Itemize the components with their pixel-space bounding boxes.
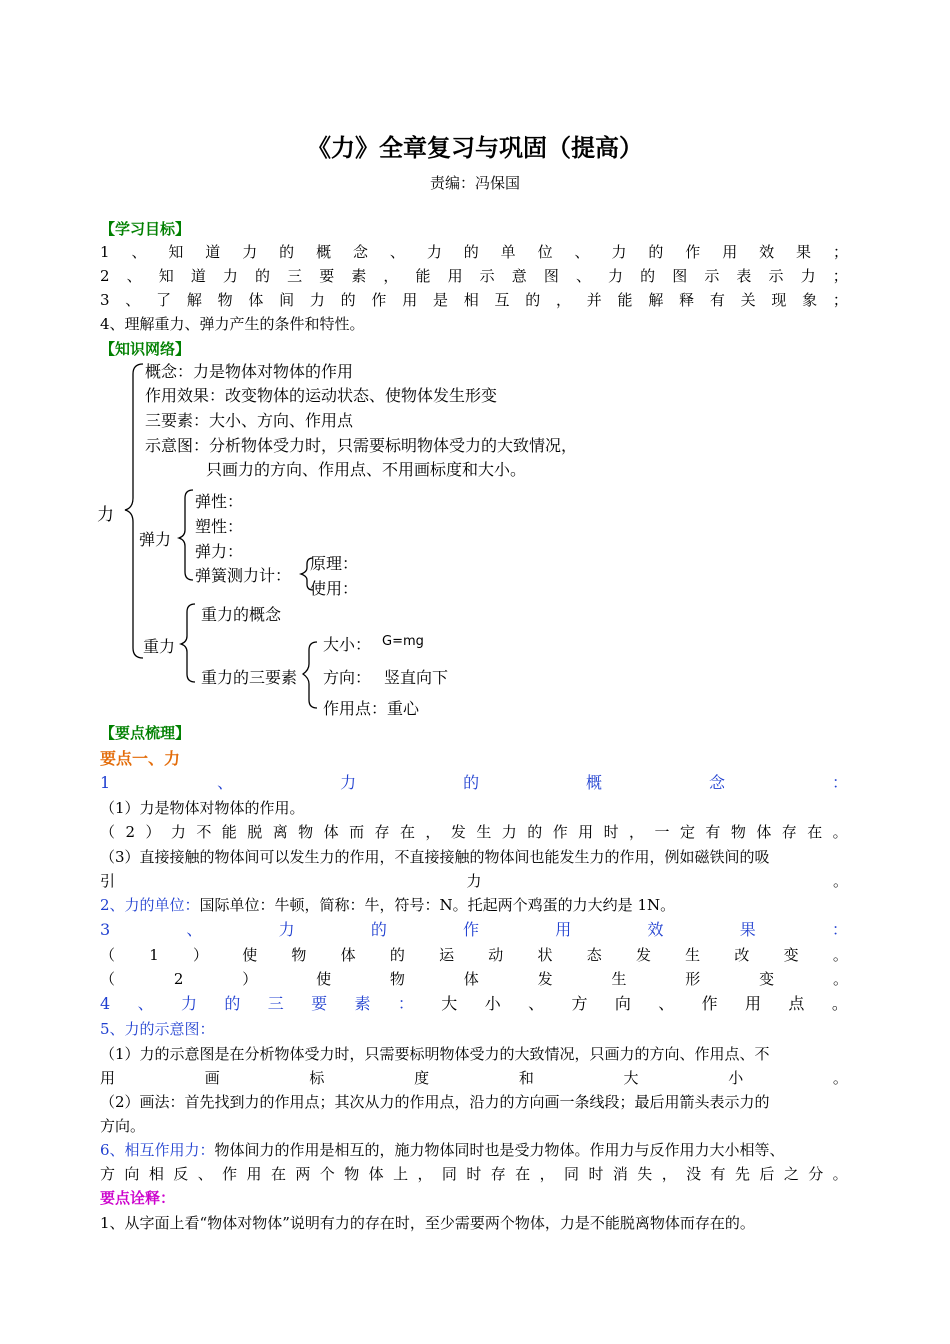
glyph: 脱 (247, 823, 263, 841)
glyph: ） (242, 970, 258, 988)
glyph: 动 (488, 946, 504, 964)
explain-1: 1、从字面上看“物体对物体”说明有力的存在时，至少需要两个物体，力是不能脱离物体而存在的。 (100, 1214, 755, 1232)
glyph: 示 (768, 267, 784, 285)
glyph: 的 (527, 823, 543, 841)
glyph: ； (832, 267, 848, 285)
glyph: 作 (552, 823, 568, 841)
network-direction-value: 竖直向下 (384, 668, 449, 687)
glyph: 和 (518, 1069, 534, 1087)
glyph: 的 (340, 291, 356, 309)
glyph: 力 (340, 773, 357, 792)
glyph: 在 (807, 823, 823, 841)
glyph: 方 (100, 1165, 116, 1183)
c3-item2 (100, 967, 848, 991)
glyph: 现 (771, 291, 787, 309)
glyph: 2 (125, 823, 135, 841)
glyph: 。 (832, 823, 848, 841)
network-direction: 方向： (323, 668, 372, 687)
glyph: 大 (623, 1069, 639, 1087)
glyph: 有 (710, 1165, 726, 1183)
glyph: 。 (831, 994, 848, 1013)
glyph: 发 (635, 946, 651, 964)
c6-text-b (100, 1162, 848, 1186)
glyph: ； (832, 243, 848, 261)
glyph: 的 (525, 291, 541, 309)
c3-title (100, 918, 848, 942)
glyph: 释 (679, 291, 695, 309)
glyph: 力 (501, 823, 517, 841)
glyph: 同 (441, 1165, 457, 1183)
glyph: 、 (217, 773, 234, 792)
glyph: 位 (537, 243, 553, 261)
glyph: ； (832, 291, 848, 309)
glyph: 体 (368, 1165, 384, 1183)
glyph: 力 (278, 920, 295, 939)
glyph: 用 (100, 1069, 116, 1087)
goal-2 (100, 264, 848, 288)
glyph: 要 (319, 267, 335, 285)
network-size: 大小： (323, 635, 372, 654)
glyph: ： (831, 773, 848, 792)
glyph: 示 (479, 267, 495, 285)
glyph: 1 (100, 243, 110, 261)
glyph: ， (425, 823, 441, 841)
glyph: 能 (221, 823, 237, 841)
glyph: 、 (575, 267, 591, 285)
network-formula: G=mg (382, 634, 424, 649)
glyph: 力 (222, 267, 238, 285)
glyph: 、 (131, 243, 147, 261)
glyph: 、 (574, 243, 590, 261)
glyph: 相 (463, 291, 479, 309)
c5-item2a: （2）画法：首先找到力的作用点；其次从力的作用点，沿力的方向画一条线段；最后用箭头表示力的 (100, 1093, 770, 1111)
glyph: 体 (323, 823, 339, 841)
network-diagram-line2: 只画力的方向、作用点、不用画标度和大小。 (206, 460, 527, 479)
glyph: 存 (490, 1165, 506, 1183)
glyph: 后 (759, 1165, 775, 1183)
c2-text: 国际单位：牛顿，简称：牛，符号：N。托起两个鸡蛋的力大约是 1N。 (199, 896, 676, 914)
c4-line (100, 992, 848, 1016)
glyph: 、 (658, 994, 675, 1013)
network-diagram-line1: 示意图：分析物体受力时，只需要标明物体受力的大致情况， (145, 436, 578, 455)
glyph: 道 (190, 267, 206, 285)
glyph: 物 (389, 970, 405, 988)
glyph: 、 (137, 994, 154, 1013)
c3-item1 (100, 943, 848, 967)
glyph: 力 (426, 243, 442, 261)
point1-header: 要点一、力 (100, 749, 181, 768)
glyph: 象 (802, 291, 818, 309)
glyph: 用 (555, 920, 572, 939)
c2-line (100, 893, 848, 917)
network-plasticity: 塑性： (195, 517, 244, 536)
glyph: ， (417, 1165, 433, 1183)
glyph: 度 (414, 1069, 430, 1087)
glyph: 意 (511, 267, 527, 285)
glyph: ， (539, 1165, 555, 1183)
network-elastic: 弹力 (139, 530, 172, 549)
glyph: 发 (450, 823, 466, 841)
glyph: 2 (100, 267, 110, 285)
glyph: 能 (415, 267, 431, 285)
glyph: 念 (709, 773, 726, 792)
glyph: 生 (611, 970, 627, 988)
glyph: 并 (586, 291, 602, 309)
glyph: 关 (740, 291, 756, 309)
glyph: 分 (808, 1165, 824, 1183)
glyph: 力 (800, 267, 816, 285)
glyph: 点 (788, 994, 805, 1013)
network-gravity: 重力 (143, 637, 176, 656)
glyph: 力 (180, 994, 197, 1013)
glyph: 力 (611, 243, 627, 261)
glyph: 念 (352, 243, 368, 261)
goal-3 (100, 288, 848, 312)
glyph: 效 (759, 243, 775, 261)
glyph: 作 (222, 1165, 238, 1183)
glyph: 时 (466, 1165, 482, 1183)
network-effect: 作用效果：改变物体的运动状态、使物体发生形变 (145, 386, 498, 405)
glyph: 作 (371, 291, 387, 309)
glyph: 个 (319, 1165, 335, 1183)
glyph: 4 (100, 994, 111, 1013)
glyph: （ (100, 946, 116, 964)
glyph: 存 (781, 823, 797, 841)
glyph: 标 (309, 1069, 325, 1087)
glyph: 变 (783, 946, 799, 964)
glyph: 互 (494, 291, 510, 309)
glyph: 果 (796, 243, 812, 261)
glyph: 效 (647, 920, 664, 939)
glyph: 反 (173, 1165, 189, 1183)
glyph: 之 (783, 1165, 799, 1183)
c6-text-a: 物体间力的作用是相互的，施力物体同时也是受力物体。作用力与反作用力大小相等、 (214, 1141, 785, 1159)
glyph: 物 (344, 1165, 360, 1183)
glyph: 三 (287, 267, 303, 285)
glyph: 作 (685, 243, 701, 261)
glyph: 的 (255, 267, 271, 285)
glyph: 形 (685, 970, 701, 988)
glyph: 力 (466, 872, 482, 890)
glyph: 画 (204, 1069, 220, 1087)
glyph: 要 (311, 994, 328, 1013)
glyph: 的 (224, 994, 241, 1013)
glyph: （ (100, 823, 116, 841)
goal-4: 4、理解重力、弹力产生的条件和特性。 (100, 315, 365, 333)
glyph: 的 (648, 243, 664, 261)
glyph: 了 (156, 291, 172, 309)
glyph: 间 (279, 291, 295, 309)
glyph: ： (397, 994, 414, 1013)
glyph: 作 (463, 920, 480, 939)
glyph: 的 (370, 920, 387, 939)
glyph: 变 (759, 970, 775, 988)
c5-item1a: （1）力的示意图是在分析物体受力时，只需要标明物体受力的大致情况，只画力的方向、作用点、不 (100, 1045, 770, 1063)
glyph: 、 (126, 267, 142, 285)
glyph: 用 (402, 291, 418, 309)
glyph: 上 (393, 1165, 409, 1183)
goals-header: 【学习目标】 (100, 220, 191, 238)
glyph: ， (556, 291, 572, 309)
glyph: 生 (476, 823, 492, 841)
glyph: 、 (125, 291, 141, 309)
page-title: 《力》全章复习与巩固（提高） (307, 133, 643, 162)
glyph: 。 (832, 970, 848, 988)
glyph: 体 (248, 291, 264, 309)
glyph: 素 (351, 267, 367, 285)
glyph: 生 (685, 946, 701, 964)
glyph: 定 (679, 823, 695, 841)
glyph: ） (192, 946, 208, 964)
glyph: 是 (432, 291, 448, 309)
glyph: 的 (463, 773, 480, 792)
glyph: 改 (734, 946, 750, 964)
glyph: 在 (515, 1165, 531, 1183)
glyph: 用 (246, 1165, 262, 1183)
c5-title: 5、力的示意图： (100, 1020, 215, 1038)
glyph: 概 (586, 773, 603, 792)
glyph: 物 (291, 946, 307, 964)
glyph: 存 (374, 823, 390, 841)
glyph: 用 (578, 823, 594, 841)
glyph: 体 (340, 946, 356, 964)
glyph: 小 (484, 994, 501, 1013)
glyph: 在 (399, 823, 415, 841)
glyph: 。 (832, 1165, 848, 1183)
glyph: 离 (272, 823, 288, 841)
network-elasticity: 弹性： (195, 492, 244, 511)
glyph: 3 (100, 920, 111, 939)
glyph: 素 (354, 994, 371, 1013)
glyph: 向 (614, 994, 631, 1013)
glyph: 。 (832, 872, 848, 890)
glyph: 用 (447, 267, 463, 285)
glyph: 引 (100, 872, 116, 890)
glyph: 体 (463, 970, 479, 988)
glyph: 作 (701, 994, 718, 1013)
c1-item3b (100, 869, 848, 893)
network-point: 作用点：重心 (323, 699, 420, 718)
editor-line: 责编：冯保国 (429, 174, 520, 192)
network-concept: 概念：力是物体对物体的作用 (145, 362, 354, 381)
glyph: 力 (242, 243, 258, 261)
c1-item2 (100, 820, 848, 844)
network-gravity-three: 重力的三要素 (201, 668, 298, 687)
glyph: 相 (148, 1165, 164, 1183)
glyph: 、 (528, 994, 545, 1013)
glyph: 道 (205, 243, 221, 261)
glyph: 小 (728, 1069, 744, 1087)
glyph: 使 (316, 970, 332, 988)
glyph: 失 (637, 1165, 653, 1183)
glyph: 单 (500, 243, 516, 261)
glyph: 运 (439, 946, 455, 964)
network-header: 【知识网络】 (100, 340, 191, 358)
glyph: 先 (734, 1165, 750, 1183)
glyph: 知 (168, 243, 184, 261)
glyph: 物 (730, 823, 746, 841)
glyph: 力 (170, 823, 186, 841)
glyph: 方 (571, 994, 588, 1013)
glyph: ， (629, 823, 645, 841)
glyph: 物 (217, 291, 233, 309)
glyph: 时 (588, 1165, 604, 1183)
glyph: 使 (242, 946, 258, 964)
network-usage: 使用： (310, 579, 359, 598)
glyph: 两 (295, 1165, 311, 1183)
network-gravity-concept: 重力的概念 (201, 605, 282, 624)
glyph: ） (145, 823, 161, 841)
glyph: 一 (654, 823, 670, 841)
c5-item2b: 方向。 (100, 1117, 146, 1135)
glyph: 三 (267, 994, 284, 1013)
glyph: 表 (736, 267, 752, 285)
network-principle: 原理： (310, 554, 359, 573)
glyph: 的 (463, 243, 479, 261)
c1-title (100, 771, 848, 795)
glyph: 同 (564, 1165, 580, 1183)
glyph: 时 (603, 823, 619, 841)
glyph: ， (383, 267, 399, 285)
glyph: 在 (270, 1165, 286, 1183)
glyph: 3 (100, 291, 110, 309)
glyph: 概 (316, 243, 332, 261)
glyph: 大 (441, 994, 458, 1013)
c6-label: 6、相互作用力： (100, 1141, 215, 1159)
glyph: 解 (648, 291, 664, 309)
glyph: 不 (196, 823, 212, 841)
glyph: 图 (672, 267, 688, 285)
glyph: （ (100, 970, 116, 988)
glyph: 用 (745, 994, 762, 1013)
glyph: 体 (756, 823, 772, 841)
glyph: ： (831, 920, 848, 939)
explain-header: 要点诠释： (100, 1189, 176, 1207)
glyph: 1 (100, 773, 111, 792)
glyph: 消 (612, 1165, 628, 1183)
glyph: 图 (543, 267, 559, 285)
glyph: 、 (186, 920, 203, 939)
glyph: 1 (149, 946, 159, 964)
glyph: 、 (197, 1165, 213, 1183)
glyph: 物 (298, 823, 314, 841)
glyph: 的 (389, 946, 405, 964)
glyph: 示 (704, 267, 720, 285)
c6-line (100, 1138, 848, 1162)
glyph: 力 (309, 291, 325, 309)
glyph: 2 (173, 970, 184, 988)
glyph: 力 (608, 267, 624, 285)
glyph: 。 (832, 946, 848, 964)
glyph: 解 (186, 291, 202, 309)
c1-item3a: （3）直接接触的物体间可以发生力的作用，不直接接触的物体间也能发生力的作用，例如磁铁间的吸 (100, 848, 770, 866)
points-header: 【要点梳理】 (100, 724, 191, 742)
network-spring-scale: 弹簧测力计： (195, 566, 292, 585)
c2-label: 2、力的单位： (100, 896, 200, 914)
glyph: 有 (705, 823, 721, 841)
glyph: 用 (722, 243, 738, 261)
glyph: 知 (158, 267, 174, 285)
glyph: 的 (279, 243, 295, 261)
c5-item1b (100, 1066, 848, 1090)
glyph: 向 (124, 1165, 140, 1183)
glyph: 状 (537, 946, 553, 964)
glyph: 有 (709, 291, 725, 309)
glyph: 没 (686, 1165, 702, 1183)
glyph: 发 (537, 970, 553, 988)
c1-item1: （1）力是物体对物体的作用。 (100, 799, 305, 817)
network-elastic-force: 弹力： (195, 542, 244, 561)
glyph: 态 (586, 946, 602, 964)
glyph: 而 (349, 823, 365, 841)
glyph: 果 (739, 920, 756, 939)
goal-1 (100, 240, 848, 264)
network-root: 力 (97, 505, 114, 525)
glyph: 能 (617, 291, 633, 309)
glyph: ， (661, 1165, 677, 1183)
glyph: 、 (389, 243, 405, 261)
network-three-elements: 三要素：大小、方向、作用点 (145, 411, 354, 430)
glyph: 。 (832, 1069, 848, 1087)
glyph: 的 (640, 267, 656, 285)
